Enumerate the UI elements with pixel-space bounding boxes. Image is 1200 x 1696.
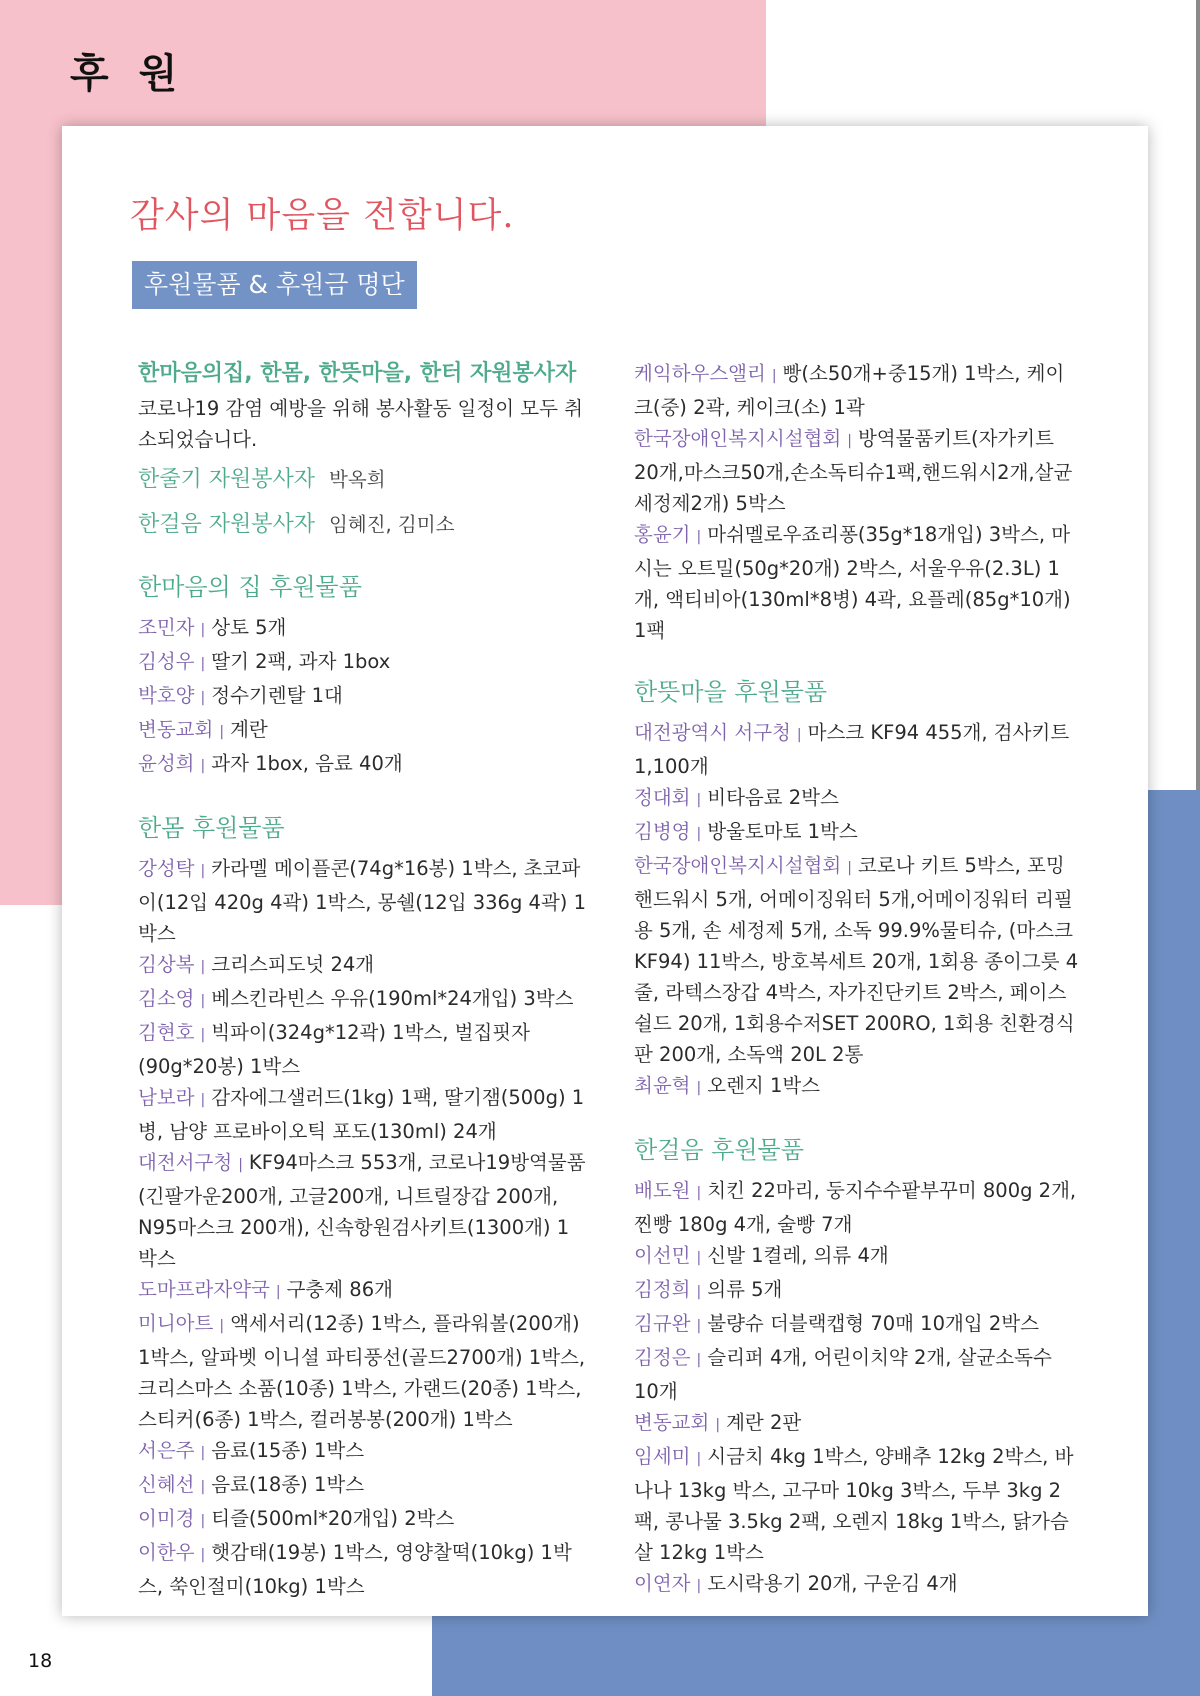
- donor-entry: [138, 1017, 586, 1082]
- donation-items: 베스킨라빈스 우유(190ml*24개입) 3박스: [211, 987, 574, 1010]
- donation-items: 크리스피도넛 24개: [211, 953, 375, 976]
- donor-name: 김정희: [634, 1278, 691, 1301]
- donor-list: [634, 717, 1082, 1104]
- donation-items: 구충제 86개: [286, 1278, 393, 1301]
- donor-name: 한국장애인복지시설협회: [634, 854, 842, 877]
- donor-name: 최윤혁: [634, 1074, 691, 1097]
- donation-items: 빅파이(324g*12곽) 1박스, 벌집핏자(90g*20봉) 1박스: [138, 1021, 530, 1078]
- donor-entry: [634, 1070, 1082, 1104]
- separator-bar: |: [200, 959, 206, 975]
- donor-name: 대전광역시 서구청: [634, 721, 791, 744]
- donation-items: 불량슈 더블랙캡형 70매 10개입 2박스: [707, 1312, 1039, 1335]
- separator-bar: |: [696, 1352, 702, 1368]
- donor-name: 남보라: [138, 1086, 195, 1109]
- donor-list: [138, 612, 586, 782]
- donor-entry: [138, 1503, 586, 1537]
- donor-entry: [634, 782, 1082, 816]
- separator-bar: |: [219, 724, 225, 740]
- donor-list: [634, 1175, 1082, 1602]
- donation-items: 시금치 4kg 1박스, 양배추 12kg 2박스, 바나나 13kg 박스, 고구마 10kg 3박스, 두부 3kg 2팩, 콩나물 3.5kg 2팩, 오렌지 18kg 1박스, 닭가슴살 12kg 1박스: [634, 1445, 1074, 1564]
- donor-name: 김상복: [138, 953, 195, 976]
- donor-name: 미니아트: [138, 1312, 214, 1335]
- donation-items: 햇감태(19봉) 1박스, 영양찰떡(10kg) 1박스, 쑥인절미(10kg) 1박스: [138, 1541, 572, 1598]
- donor-entry: [634, 423, 1082, 519]
- donor-name: 이한우: [138, 1541, 195, 1564]
- donor-entry: [634, 1240, 1082, 1274]
- separator-bar: |: [219, 1318, 225, 1334]
- separator-bar: |: [696, 1080, 702, 1096]
- section-heading: 한몸 후원물품: [138, 814, 285, 842]
- volunteer-group-names: 박옥희: [329, 468, 386, 491]
- separator-bar: |: [696, 792, 702, 808]
- separator-bar: |: [696, 1284, 702, 1300]
- separator-bar: |: [200, 656, 206, 672]
- volunteer-group: [138, 509, 586, 541]
- donor-list: [138, 853, 586, 1602]
- donor-entry: [634, 1407, 1082, 1441]
- donor-name: 변동교회: [138, 718, 214, 741]
- donor-name: 임세미: [634, 1445, 691, 1468]
- donation-items: 비타음료 2박스: [707, 786, 839, 809]
- donor-entry: [634, 717, 1082, 782]
- donation-items: 계란: [230, 718, 268, 741]
- volunteer-lead-title: 한마음의집, 한몸, 한뜻마을, 한터 자원봉사자: [138, 361, 577, 386]
- donor-entry: [634, 1568, 1082, 1602]
- volunteer-lead-text: 코로나19 감염 예방을 위해 봉사활동 일정이 모두 취소되었습니다.: [138, 397, 583, 451]
- volunteer-group-title: 한걸음 자원봉사자: [138, 512, 316, 537]
- donor-name: 홍윤기: [634, 523, 691, 546]
- left-column: [138, 358, 586, 1602]
- section-heading: 한걸음 후원물품: [634, 1136, 804, 1164]
- donor-entry: [634, 1274, 1082, 1308]
- donation-items: 치킨 22마리, 둥지수수팥부꾸미 800g 2개, 찐빵 180g 4개, 술빵 7개: [634, 1179, 1077, 1236]
- donation-items: KF94마스크 553개, 코로나19방역물품(긴팔가운200개, 고글200개, 니트릴장갑 200개, N95마스크 200개), 신속항원검사키트(1300개) 1박스: [138, 1151, 586, 1270]
- donor-name: 한국장애인복지시설협회: [634, 427, 842, 450]
- donation-items: 정수기렌탈 1대: [211, 684, 343, 707]
- donation-items: 과자 1box, 음료 40개: [211, 752, 403, 775]
- donation-items: 의류 5개: [707, 1278, 783, 1301]
- donation-items: 상토 5개: [211, 616, 287, 639]
- donation-items: 음료(15종) 1박스: [211, 1439, 365, 1462]
- donation-items: 티즐(500ml*20개입) 2박스: [211, 1507, 455, 1530]
- donor-entry: [634, 1175, 1082, 1240]
- donation-items: 카라멜 메이플콘(74g*16봉) 1박스, 초코파이(12입 420g 4곽) 1박스, 몽쉘(12입 336g 4곽) 1박스: [138, 857, 586, 945]
- donor-name: 윤성희: [138, 752, 195, 775]
- donor-entry: [138, 612, 586, 646]
- donor-name: 이미경: [138, 1507, 195, 1530]
- separator-bar: |: [200, 1092, 206, 1108]
- separator-bar: |: [696, 1451, 702, 1467]
- separator-bar: |: [696, 1578, 702, 1594]
- separator-bar: |: [200, 622, 206, 638]
- donor-entry: [138, 1274, 586, 1308]
- donor-name: 이연자: [634, 1572, 691, 1595]
- donor-list-label: 후원물품 & 후원금 명단: [132, 261, 417, 309]
- donor-entry: [138, 714, 586, 748]
- donor-entry: [634, 1342, 1082, 1407]
- separator-bar: |: [200, 690, 206, 706]
- separator-bar: |: [238, 1157, 243, 1173]
- donor-name: 김규완: [634, 1312, 691, 1335]
- separator-bar: |: [715, 1417, 721, 1433]
- donor-entry: [634, 1441, 1082, 1568]
- page-number: 18: [28, 1650, 53, 1672]
- volunteer-group: [138, 464, 586, 496]
- donor-entry: [634, 358, 1082, 423]
- donor-entry: [138, 983, 586, 1017]
- separator-bar: |: [200, 1513, 206, 1529]
- donor-entry: [138, 748, 586, 782]
- donor-entry: [634, 816, 1082, 850]
- donor-name: 김병영: [634, 820, 691, 843]
- separator-bar: |: [847, 433, 852, 449]
- donor-entry: [138, 1537, 586, 1602]
- donor-entry: [634, 519, 1082, 646]
- separator-bar: |: [275, 1284, 281, 1300]
- donation-items: 오렌지 1박스: [707, 1074, 821, 1097]
- donor-name: 이선민: [634, 1244, 691, 1267]
- volunteer-group-names: 임혜진, 김미소: [329, 513, 455, 536]
- donation-items: 코로나 키트 5박스, 포밍핸드워시 5개, 어메이징워터 5개,어메이징워터 리필용 5개, 손 세정제 5개, 소독 99.9%물티슈, (마스크 KF94) 11박스, 방호복세트 20개, 1회용 종이그릇 4줄, 라텍스장갑 4박스, 자가진단키트 2박스, 페이스쉴드 20개, 1회용수저SET 200RO, 1회용 친환경식판 200개, 소독액 20L 2통: [634, 854, 1079, 1066]
- donation-items: 도시락용기 20개, 구운김 4개: [707, 1572, 958, 1595]
- donor-name: 변동교회: [634, 1411, 710, 1434]
- donor-name: 강성탁: [138, 857, 195, 880]
- donation-items: 방울토마토 1박스: [707, 820, 858, 843]
- donor-name: 김정은: [634, 1346, 691, 1369]
- section-heading: 한마음의 집 후원물품: [138, 573, 362, 601]
- separator-bar: |: [200, 1445, 206, 1461]
- separator-bar: |: [696, 1185, 702, 1201]
- donation-items: 마쉬멜로우죠리퐁(35g*18개입) 3박스, 마시는 오트밀(50g*20개) 2박스, 서울우유(2.3L) 1개, 액티비아(130ml*8병) 4곽, 요플레(85g*10개) 1팩: [634, 523, 1071, 642]
- separator-bar: |: [847, 860, 852, 876]
- donor-name: 조민자: [138, 616, 195, 639]
- donation-items: 마스크 KF94 455개, 검사키트 1,100개: [634, 721, 1070, 778]
- donor-name: 케익하우스앨리: [634, 362, 766, 385]
- donor-name: 대전서구청: [138, 1151, 233, 1174]
- page-frame-edge: [1196, 0, 1200, 790]
- separator-bar: |: [696, 1318, 702, 1334]
- donor-entry: [138, 1308, 586, 1435]
- donor-entry: [138, 1469, 586, 1503]
- donation-items: 빵(소50개+중15개) 1박스, 케이크(중) 2곽, 케이크(소) 1곽: [634, 362, 1065, 419]
- donor-name: 정대회: [634, 786, 691, 809]
- donation-items: 방역물품키트(자가키트 20개,마스크50개,손소독티슈1팩,핸드워시2개,살균세정제2개) 5박스: [634, 427, 1073, 515]
- donor-entry: [138, 1082, 586, 1147]
- donor-entry: [138, 1147, 586, 1274]
- donor-name: 도마프라자약국: [138, 1278, 270, 1301]
- section-title: 후 원: [70, 51, 186, 97]
- donor-name: 김성우: [138, 650, 195, 673]
- headline: 감사의 마음을 전합니다.: [130, 196, 515, 236]
- separator-bar: |: [696, 529, 702, 545]
- donor-name: 배도원: [634, 1179, 691, 1202]
- donation-items: 액세서리(12종) 1박스, 플라워볼(200개) 1박스, 알파벳 이니셜 파티풍선(골드2700개) 1박스, 크리스마스 소품(10종) 1박스, 가랜드(20종) 1박스, 스티커(6종) 1박스, 컬러봉봉(200개) 1박스: [138, 1312, 586, 1431]
- donor-entry: [634, 1308, 1082, 1342]
- separator-bar: |: [696, 826, 702, 842]
- donation-items: 딸기 2팩, 과자 1box: [211, 650, 391, 673]
- donation-items: 감자에그샐러드(1kg) 1팩, 딸기잼(500g) 1병, 남양 프로바이오틱 포도(130ml) 24개: [138, 1086, 585, 1143]
- separator-bar: |: [200, 1547, 206, 1563]
- donor-entry: [138, 680, 586, 714]
- donor-entry: [634, 850, 1082, 1070]
- donation-items: 계란 2판: [726, 1411, 802, 1434]
- donor-name: 김현호: [138, 1021, 195, 1044]
- volunteer-group-title: 한줄기 자원봉사자: [138, 467, 316, 492]
- separator-bar: |: [200, 758, 206, 774]
- donation-items: 음료(18종) 1박스: [211, 1473, 365, 1496]
- separator-bar: |: [796, 727, 802, 743]
- donor-name: 김소영: [138, 987, 195, 1010]
- donor-entry: [138, 646, 586, 680]
- donation-items: 슬리퍼 4개, 어린이치약 2개, 살균소독수 10개: [634, 1346, 1052, 1403]
- donor-name: 서은주: [138, 1439, 195, 1462]
- separator-bar: |: [696, 1250, 702, 1266]
- separator-bar: |: [200, 993, 206, 1009]
- separator-bar: |: [771, 368, 777, 384]
- separator-bar: |: [200, 1479, 206, 1495]
- donor-name: 신혜선: [138, 1473, 195, 1496]
- donor-list: [634, 358, 1082, 646]
- section-heading: 한뜻마을 후원물품: [634, 678, 828, 706]
- donor-name: 박호양: [138, 684, 195, 707]
- right-column: [634, 358, 1082, 1602]
- content-card: [62, 126, 1148, 1616]
- donor-entry: [138, 1435, 586, 1469]
- separator-bar: |: [200, 863, 206, 879]
- donor-entry: [138, 949, 586, 983]
- donor-entry: [138, 853, 586, 949]
- donation-items: 신발 1켤레, 의류 4개: [707, 1244, 889, 1267]
- separator-bar: |: [200, 1027, 206, 1043]
